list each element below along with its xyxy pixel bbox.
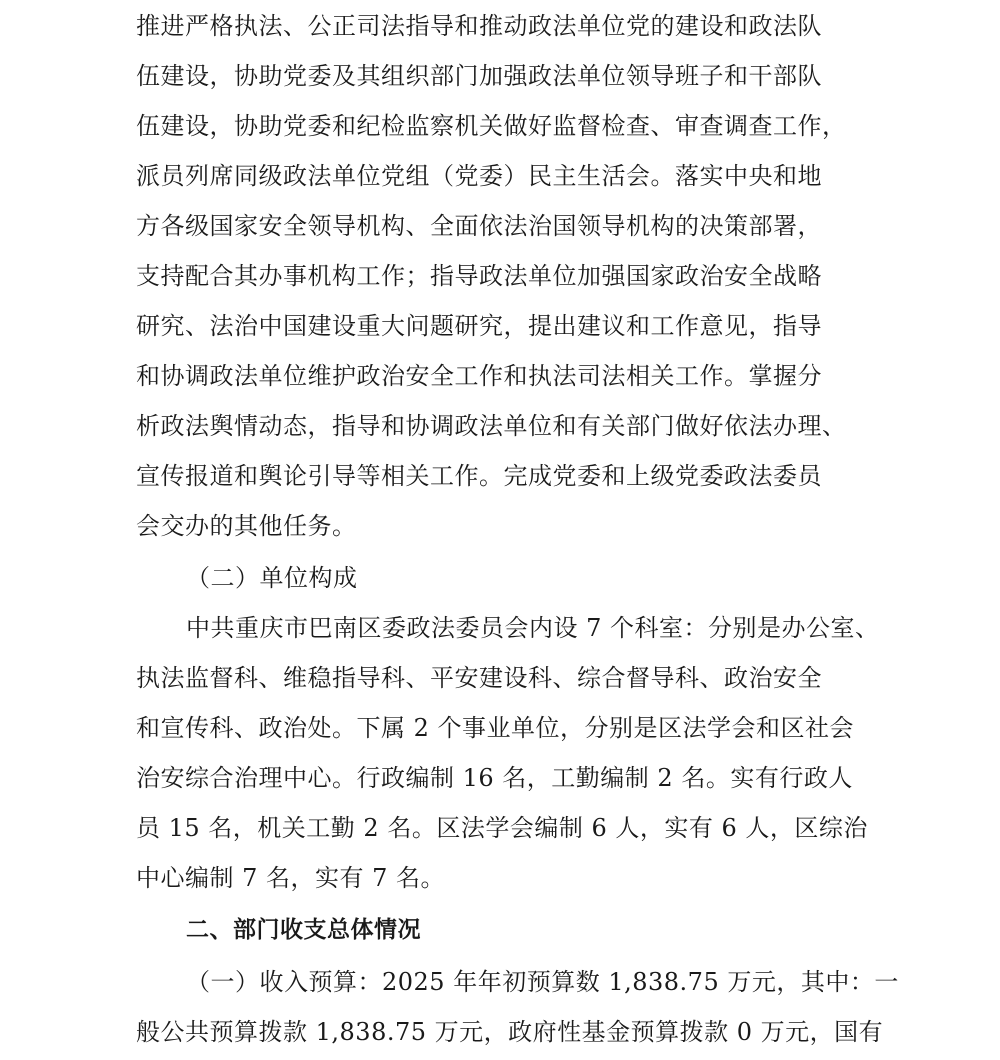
- subheading-unit-composition: （二）单位构成: [186, 564, 358, 592]
- paragraph-line: 伍建设，协助党委和纪检监察机关做好监督检查、审查调查工作，: [136, 112, 847, 140]
- paragraph-line: 执法监督科、维稳指导科、平安建设科、综合督导科、政治安全: [136, 664, 822, 692]
- paragraph-line: 推进严格执法、公正司法指导和推动政法单位党的建设和政法队: [136, 12, 822, 40]
- paragraph-line: 伍建设，协助党委及其组织部门加强政法单位领导班子和干部队: [136, 62, 822, 90]
- paragraph-line: （一）收入预算：2025 年年初预算数 1,838.75 万元，其中：一: [186, 968, 899, 996]
- paragraph-line: 中共重庆市巴南区委政法委员会内设 7 个科室：分别是办公室、: [186, 614, 880, 642]
- paragraph-line: 般公共预算拨款 1,838.75 万元，政府性基金预算拨款 0 万元，国有: [136, 1018, 884, 1046]
- paragraph-line: 和宣传科、政治处。下属 2 个事业单位，分别是区法学会和区社会: [136, 714, 855, 742]
- paragraph-line: 员 15 名，机关工勤 2 名。区法学会编制 6 人，实有 6 人，区综治: [136, 814, 868, 842]
- paragraph-line: 支持配合其办事机构工作；指导政法单位加强国家政治安全战略: [136, 262, 822, 290]
- paragraph-line: 和协调政法单位维护政治安全工作和执法司法相关工作。掌握分: [136, 362, 822, 390]
- paragraph-line: 析政法舆情动态，指导和协调政法单位和有关部门做好依法办理、: [136, 412, 847, 440]
- paragraph-line: 会交办的其他任务。: [136, 512, 357, 540]
- paragraph-line: 派员列席同级政法单位党组（党委）民主生活会。落实中央和地: [136, 162, 822, 190]
- paragraph-line: 方各级国家安全领导机构、全面依法治国领导机构的决策部署，: [136, 212, 822, 240]
- paragraph-line: 宣传报道和舆论引导等相关工作。完成党委和上级党委政法委员: [136, 462, 822, 490]
- section-heading: 二、部门收支总体情况: [186, 917, 421, 943]
- paragraph-line: 治安综合治理中心。行政编制 16 名，工勤编制 2 名。实有行政人: [136, 764, 853, 792]
- paragraph-line: 中心编制 7 名，实有 7 名。: [136, 864, 446, 892]
- paragraph-line: 研究、法治中国建设重大问题研究，提出建议和工作意见，指导: [136, 312, 822, 340]
